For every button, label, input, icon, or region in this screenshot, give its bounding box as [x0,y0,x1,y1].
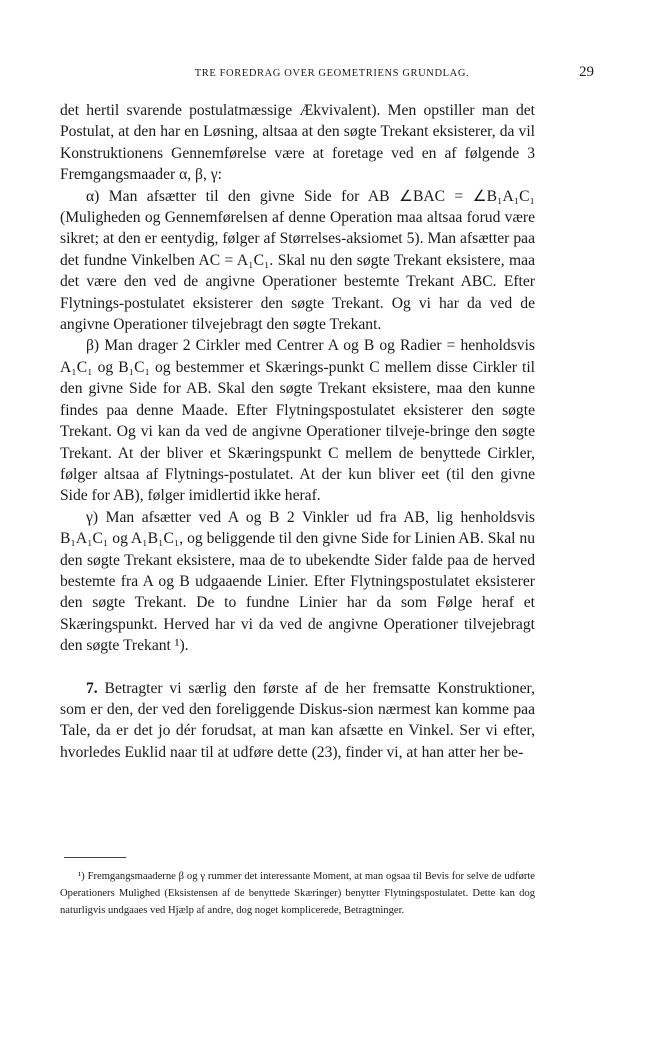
section-number: 7. [86,679,98,697]
footnote-text: ¹) Fremgangsmaaderne β og γ rummer det interessante Moment, at man ogsaa til Bevis for selve de udførte Operationers Mulighed (Eksistensen af de benyttede Skæringer) benytter Flytningspostulatet. Dette kan dog naturligvis undgaaes ved Hjælp af andre, dog noget komplicerede, Betragtninger. [60,871,535,917]
page-header [60,64,604,84]
footnote [60,868,535,920]
paragraph-beta: β) Man drager 2 Cirkler med Centrer A og B og Radier = henholdsvis A₁C₁ og B₁C₁ og bestemmer et Skærings-punkt C mellem disse Cirkler til den givne Side for AB. Skal den søgte Trekant eksistere, maa den kunne findes paa denne Maade. Efter Flytningspostulatet eksisterer den søgte Trekant. Og vi kan da ved de angivne Operationer tilveje-bringe den søgte Trekant. At der bliver et Skæringspunkt C mellem de benyttede Cirkler, følger altsaa af Flytnings-postulatet. At der kun bliver eet (til den givne Side for AB), følger imidlertid ikke heraf. [60,337,535,505]
section-text: Betragter vi særlig den første af de her fremsatte Konstruktioner, som er den, der ved den foreliggende Diskus-sion nærmest kan komme paa Tale, da er det jo dér forudsat, at man kan afsætte en Vinkel. Ser vi efter, hvorledes Euklid naar til at udføre dette (23), finder vi, at han atter her be- [60,679,535,761]
paragraph-gamma: γ) Man afsætter ved A og B 2 Vinkler ud fra AB, lig henholdsvis B₁A₁C₁ og A₁B₁C₁, og beliggende til den givne Side for Linien AB. Skal nu den søgte Trekant eksistere, maa de to ubekendte Sider falde paa de herved bestemte fra A og B udgaaende Linier. Efter Flytningspostulatet eksisterer den søgte Trekant. De to fundne Linier har da som Følge heraf et Skæringspunkt. Herved har vi da ved de angivne Operationer tilvejebragt den søgte Trekant ¹). [60,508,535,655]
footnote-divider [64,857,126,858]
section-7-paragraph [60,678,535,764]
paragraph-alpha: α) Man afsætter til den givne Side for AB ∠BAC = ∠B₁A₁C₁ (Muligheden og Gennemførelsen af denne Operation maa altsaa forud være sikret; at den er eentydig, følger af Størrelses-aksiomet 5). Man afsætter paa det fundne Vinkelben AC = A₁C₁. Skal nu den søgte Trekant eksistere, maa det være den ved de angivne Operationer bestemte Trekant ABC. Efter Flytnings-postulatet eksisterer den søgte Trekant. Og vi har da ved de angivne Operationer tilvejebragt den søgte Trekant. [60,187,535,334]
running-title: TRE FOREDRAG OVER GEOMETRIENS GRUNDLAG. [194,68,470,79]
paragraph: det hertil svarende postulatmæssige Ækvivalent). Men opstiller man det Postulat, at den har en Løsning, altsaa at den søgte Trekant eksisterer, da vil Konstruktionens Gennemførelse være at foretage ved en af følgende 3 Fremgangsmaader α, β, γ: [60,102,535,184]
page-number: 29 [579,64,594,80]
body-text [60,100,535,763]
